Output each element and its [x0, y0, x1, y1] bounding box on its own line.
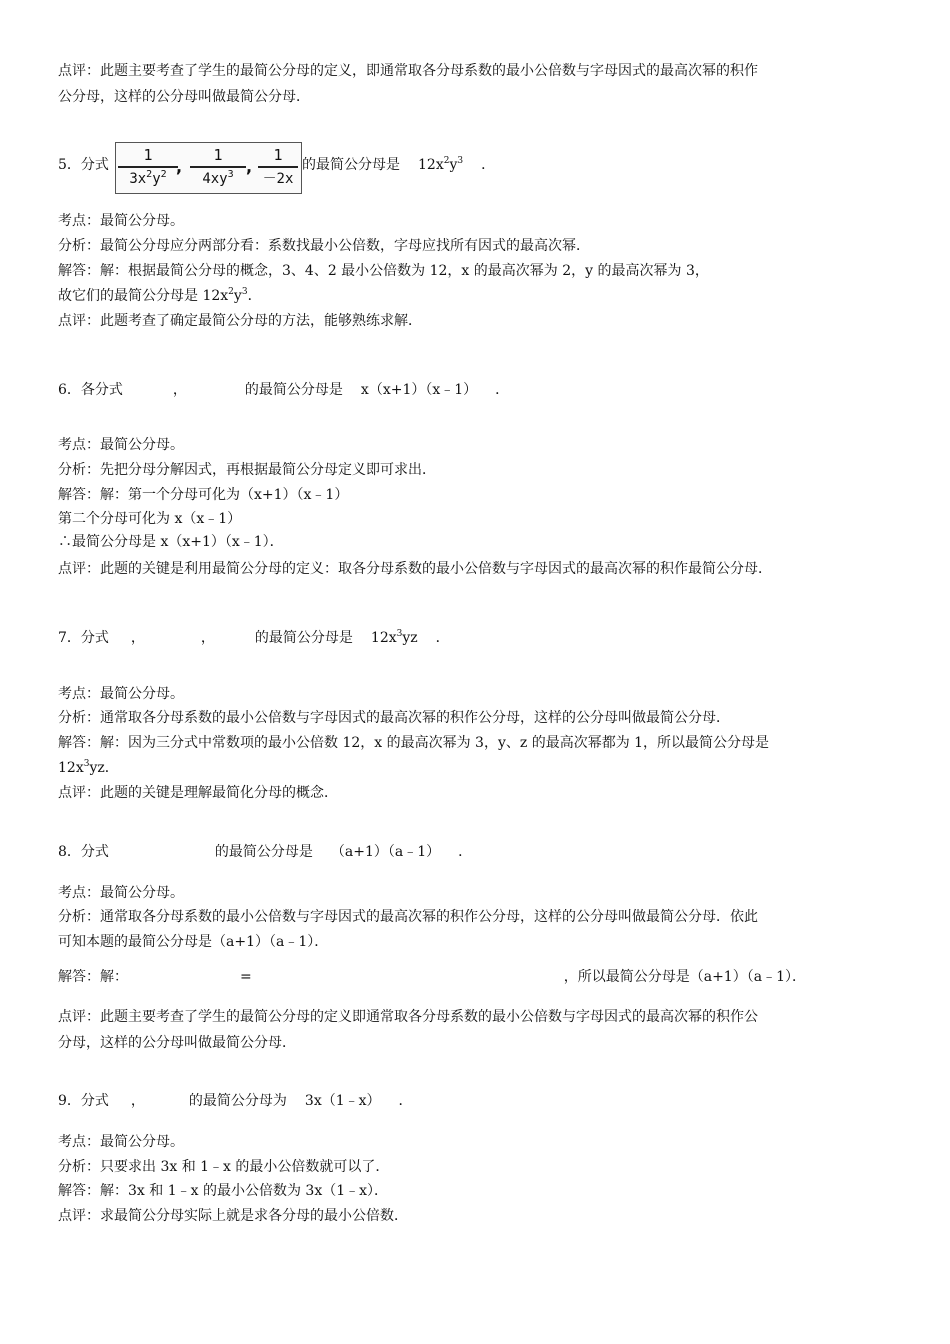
- q9-dianping: 点评：求最简公分母实际上就是求各分母的最小公倍数．: [58, 1208, 408, 1224]
- q8-question: [58, 843, 472, 861]
- q8-end: ．: [458, 844, 473, 860]
- q6-jieda-line3: ∴最简公分母是 x（x+1）（x﹣1）．: [58, 534, 284, 550]
- q6-jieda: 解答：解：第一个分母可化为（x+1）（x﹣1）: [58, 487, 349, 503]
- fraction-bar: [118, 166, 178, 168]
- q9-middle: 的最简公分母为: [188, 1093, 287, 1109]
- q7-fenxi: 分析：通常取各分母系数的最小公倍数与字母因式的最高次幂的积作公分母，这样的公分母叫做最简公分母．: [58, 710, 730, 726]
- q8-answer: （a+1）（a﹣1）: [330, 844, 441, 860]
- q5-middle: 的最简公分母是: [302, 157, 400, 173]
- q5-prefix: 5．分式: [58, 157, 109, 173]
- q6-kaodian: 考点：最简公分母。: [58, 437, 184, 453]
- q5-comma-2: ,: [246, 157, 253, 176]
- q7-dianping: 点评：此题的关键是理解最简化分母的概念．: [58, 785, 338, 801]
- q8-dianping: 点评：此题主要考查了学生的最简公分母的定义即通常取各分母系数的最小公倍数与字母因式的最高次幂的积作公: [58, 1009, 758, 1025]
- q6-middle: 的最简公分母是: [244, 382, 343, 398]
- q5-end: ．: [481, 157, 496, 173]
- fraction-denominator: $3x^2y^2$: [129, 169, 167, 187]
- fraction-numerator: 1: [273, 146, 283, 164]
- q5-jieda-line2: 故它们的最简公分母是 $12x^2y^3$．: [58, 287, 262, 304]
- q7-comma-1: ，: [130, 630, 145, 646]
- fraction-bar: [258, 166, 298, 168]
- q8-middle: 的最简公分母是: [214, 844, 313, 860]
- fraction-denominator: －2x: [262, 171, 294, 187]
- q7-comma-2: ，: [200, 630, 215, 646]
- fraction-denominator: $4xy^3$: [202, 169, 234, 187]
- q7-kaodian: 考点：最简公分母。: [58, 686, 184, 702]
- fraction-numerator: 1: [143, 146, 153, 164]
- q9-comma: ，: [130, 1093, 145, 1109]
- q5-fraction-1: [118, 145, 178, 189]
- q6-question: [58, 381, 509, 399]
- fraction-numerator: 1: [213, 146, 223, 164]
- q8-kaodian: 考点：最简公分母。: [58, 885, 184, 901]
- q7-answer: $12x^3yz$: [370, 629, 418, 646]
- q8-fenxi: 分析：通常取各分母系数的最小公倍数与字母因式的最高次幂的积作公分母，这样的公分母叫做最简公分母．依此: [58, 909, 758, 925]
- q4-comment-line2: 公分母，这样的公分母叫做最简公分母．: [58, 89, 310, 105]
- q5-dianping: 点评：此题考查了确定最简公分母的方法，能够熟练求解．: [58, 313, 422, 329]
- q8-equals: =: [240, 969, 252, 985]
- q8-jieda: 解答：解： = ，所以最简公分母是（a+1）（a﹣1）．: [58, 969, 806, 985]
- q7-jieda-line2: $12x^3yz$．: [58, 759, 119, 776]
- q6-answer: x（x+1）（x﹣1）: [360, 382, 478, 398]
- q8-prefix: 8．分式: [58, 844, 109, 860]
- q6-prefix: 6．各分式: [58, 382, 123, 398]
- q6-jieda-line2: 第二个分母可化为 x（x﹣1）: [58, 511, 242, 527]
- fraction-bar: [190, 166, 246, 168]
- q7-question: [58, 629, 450, 647]
- q5-kaodian: 考点：最简公分母。: [58, 213, 184, 229]
- q9-kaodian: 考点：最简公分母。: [58, 1134, 184, 1150]
- q6-comma: ，: [172, 382, 187, 398]
- q5-question-tail: [302, 156, 495, 174]
- q9-question: [58, 1092, 413, 1110]
- q5-fraction-image: [115, 142, 302, 194]
- q5-fraction-3: [258, 145, 298, 189]
- q9-fenxi: 分析：只要求出 3x 和 1﹣x 的最小公倍数就可以了．: [58, 1159, 390, 1175]
- q7-middle: 的最简公分母是: [254, 630, 353, 646]
- q7-jieda: 解答：解：因为三分式中常数项的最小公倍数 12，x 的最高次幂为 3，y、z 的最高次幂都为 1，所以最简公分母是: [58, 735, 770, 751]
- q9-prefix: 9．分式: [58, 1093, 109, 1109]
- q5-question: [58, 156, 109, 174]
- q6-fenxi: 分析：先把分母分解因式，再根据最简公分母定义即可求出．: [58, 462, 436, 478]
- q8-dianping-line2: 分母，这样的公分母叫做最简公分母．: [58, 1035, 296, 1051]
- q7-prefix: 7．分式: [58, 630, 109, 646]
- q5-answer: $12x^2y^3$: [418, 156, 464, 173]
- q5-comma-1: ,: [176, 157, 183, 176]
- q6-dianping: 点评：此题的关键是利用最简公分母的定义：取各分母系数的最小公倍数与字母因式的最高次幂的积作最简公分母．: [58, 561, 772, 577]
- q5-jieda: 解答：解：根据最简公分母的概念，3、4、2 最小公倍数为 12，x 的最高次幂为 2，y 的最高次幂为 3，: [58, 263, 709, 279]
- q4-comment-line1: 点评：此题主要考查了学生的最简公分母的定义，即通常取各分母系数的最小公倍数与字母因式的最高次幂的积作: [58, 63, 758, 79]
- q8-fenxi-line2: 可知本题的最简公分母是（a+1）（a﹣1）．: [58, 934, 329, 950]
- q5-fenxi: 分析：最简公分母应分两部分看：系数找最小公倍数，字母应找所有因式的最高次幂．: [58, 238, 590, 254]
- q9-end: ．: [398, 1093, 413, 1109]
- q9-answer: 3x（1﹣x）: [304, 1093, 381, 1109]
- q5-fraction-2: [190, 145, 246, 189]
- q7-end: ．: [435, 630, 450, 646]
- q9-jieda: 解答：解：3x 和 1﹣x 的最小公倍数为 3x（1﹣x）．: [58, 1183, 389, 1199]
- q6-end: ．: [495, 382, 510, 398]
